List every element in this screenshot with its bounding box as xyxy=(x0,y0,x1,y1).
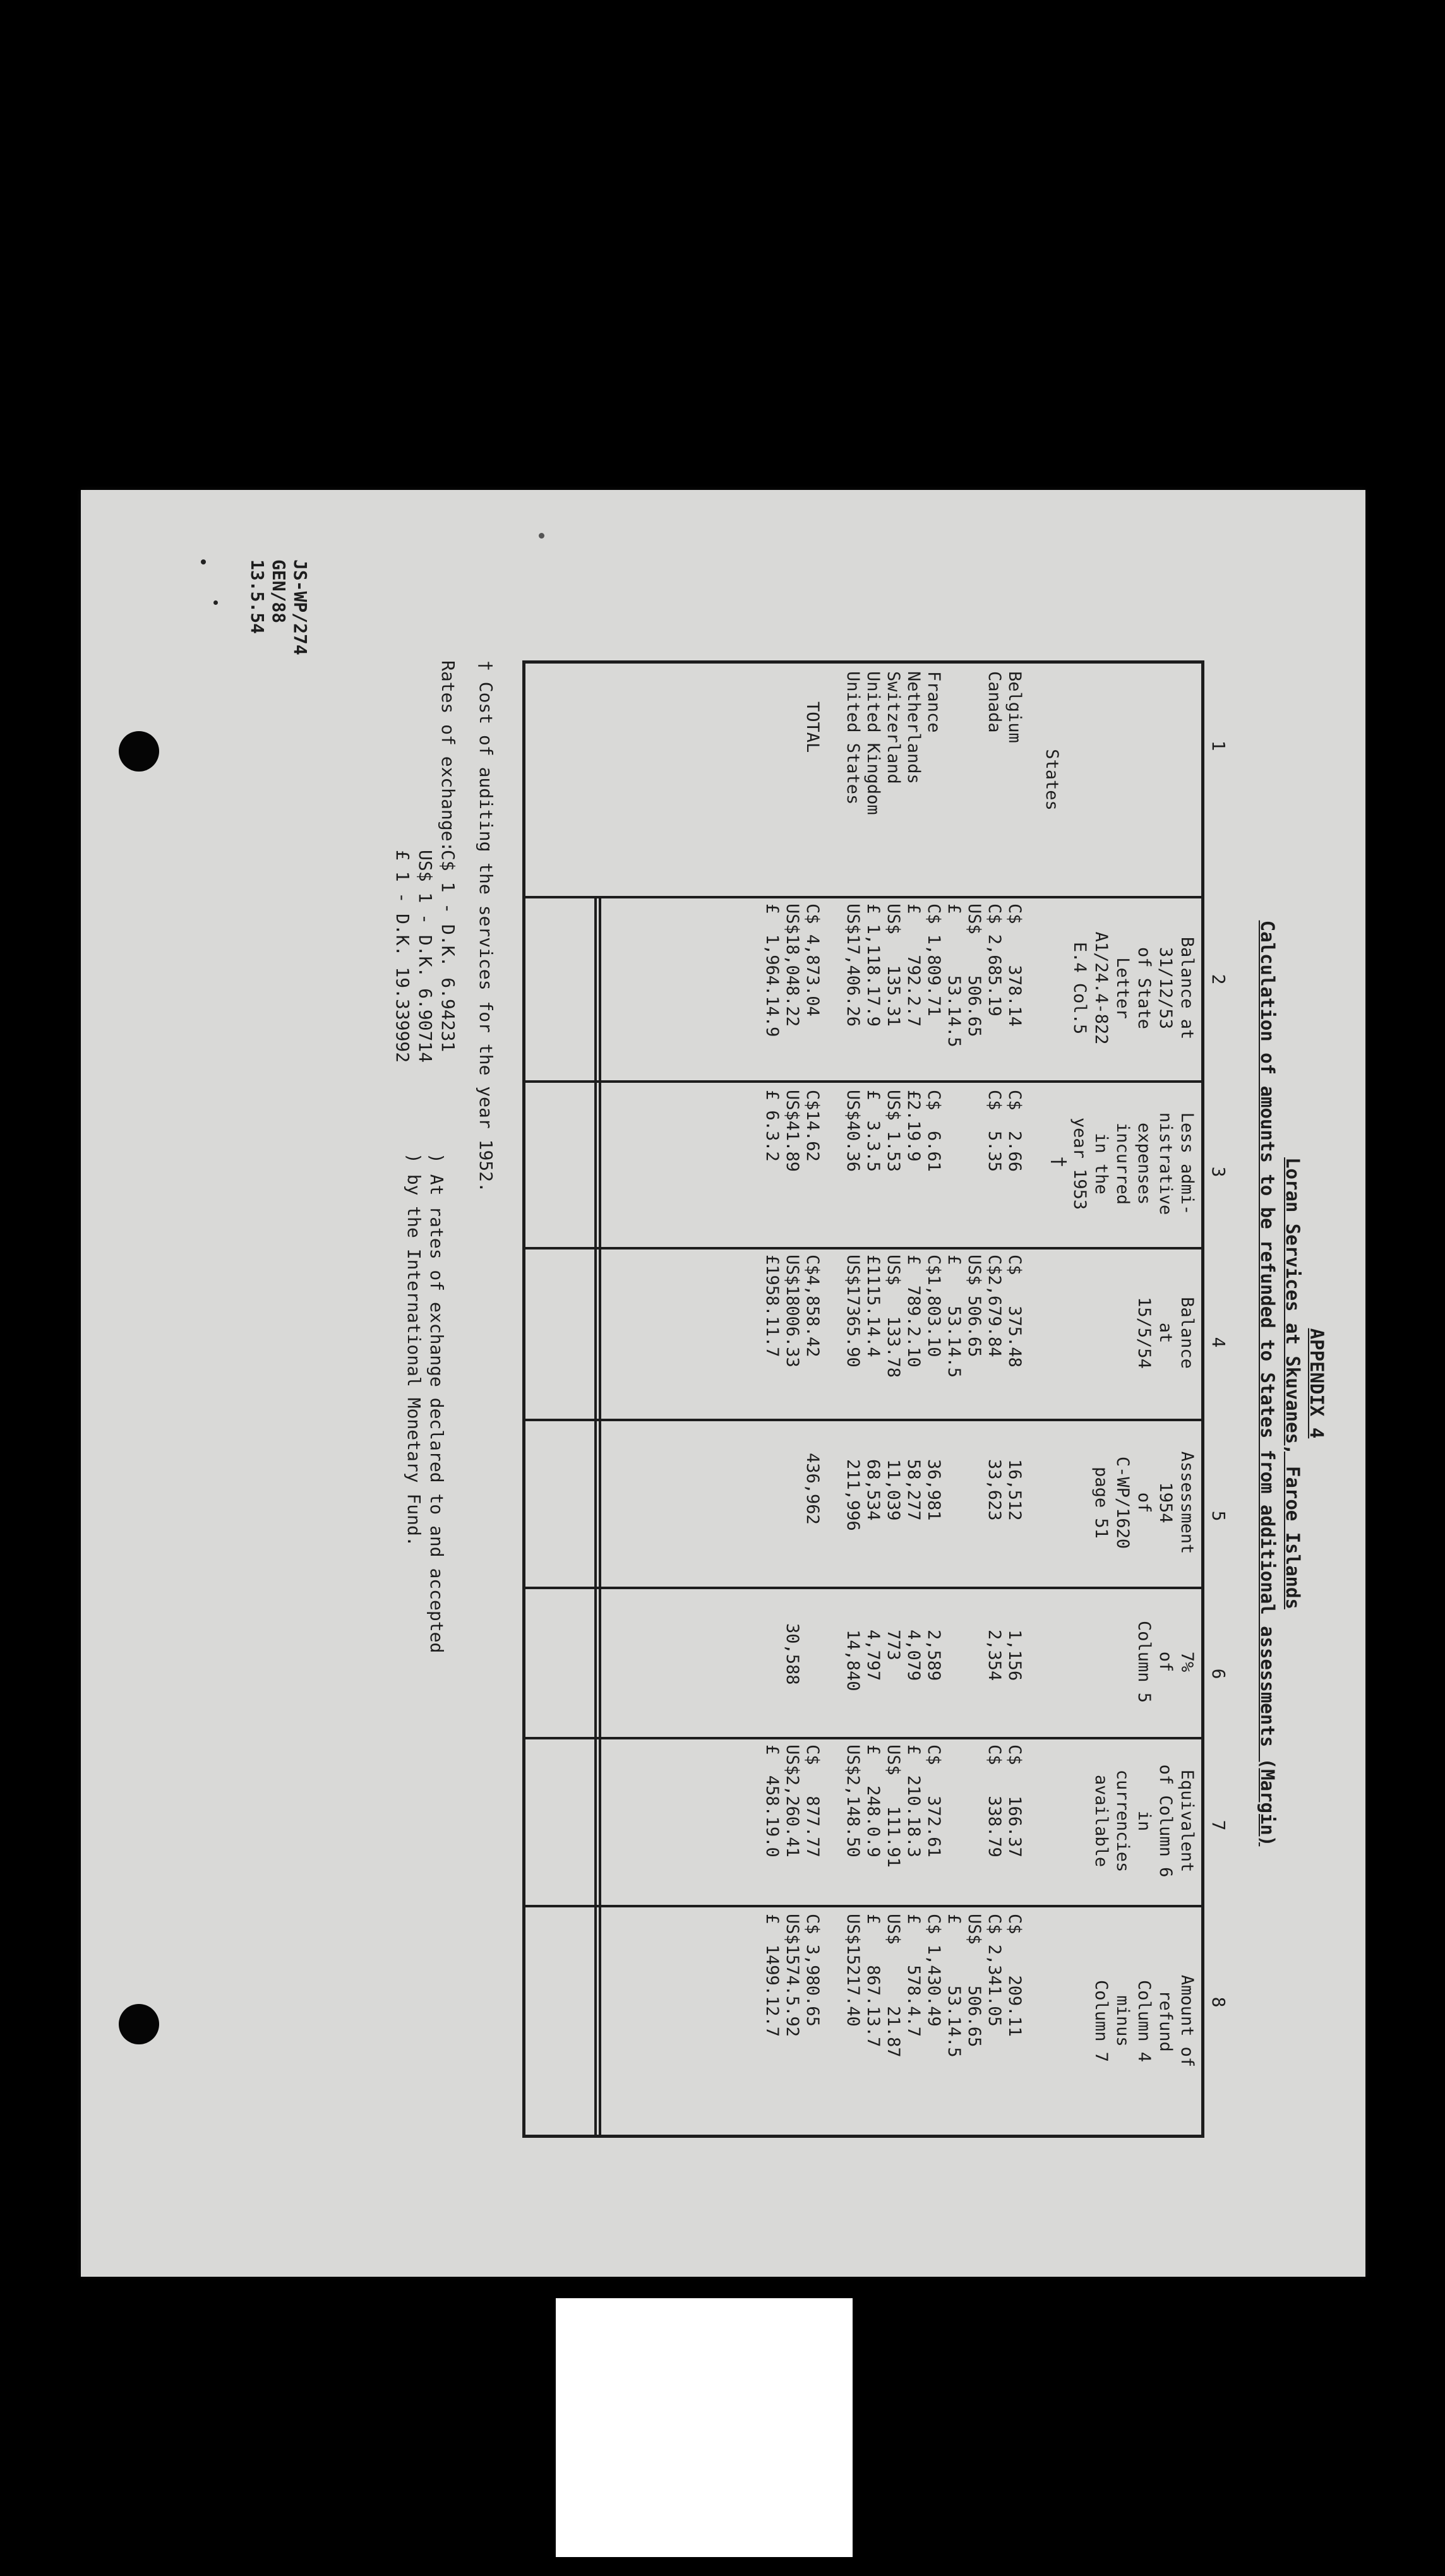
cell-equivalent: US$2,148.50 xyxy=(843,1744,863,1857)
column-header-equivalent: Equivalent of Column 6 in currencies available xyxy=(1091,1764,1197,1878)
column-header-states: States xyxy=(1042,749,1062,811)
column-header-balance-1953: Balance at 31/12/53 of State Letter A1/24.4-822 E.4 Col.5 xyxy=(1070,931,1197,1045)
cell-refund: C$ 209.11 xyxy=(1005,1914,1024,2037)
rates-note: ) At rates of exchange declared to and accepted xyxy=(426,1153,447,1654)
column-header-refund: Amount of refund Column 4 minus Column 7 xyxy=(1091,1974,1197,2068)
rate-line: C$ 1 - D.K. 6.94231 xyxy=(438,850,459,1052)
cell-balance-1954: US$ 506.65 xyxy=(964,1255,984,1357)
column-header-balance-1954: Balance at 15/5/54 xyxy=(1134,1297,1197,1369)
column-number: 6 xyxy=(1208,1668,1229,1679)
ref-line: GEN/88 xyxy=(268,559,289,624)
total-refund: C$ 3,980.65 xyxy=(803,1914,822,2027)
dagger-marker: † xyxy=(1048,1156,1070,1168)
column-header-seven-percent: 7% of Column 5 xyxy=(1134,1620,1197,1703)
footnote: † Cost of auditing the services for the year 1952. xyxy=(476,660,496,1193)
cell-balance-1954: C$1,803.10 xyxy=(924,1255,944,1357)
cell-admin: £2.19.9 xyxy=(904,1090,923,1162)
cell-balance-1953: US$17,406.26 xyxy=(843,903,863,1027)
cell-equivalent: C$ 338.79 xyxy=(985,1744,1004,1857)
total-admin: US$41.89 xyxy=(782,1090,802,1172)
cell-balance-1953: £ 792.2.7 xyxy=(904,903,923,1027)
cell-balance-1954: US$ 133.78 xyxy=(884,1255,903,1378)
cell-equivalent: £ 248.0.9 xyxy=(863,1744,883,1857)
cell-seven-percent: 1,156 xyxy=(1005,1630,1024,1681)
cell-admin: C$ 6.61 xyxy=(924,1090,944,1172)
cell-assessment: 211,996 xyxy=(843,1459,863,1531)
ref-line: 13.5.54 xyxy=(247,559,268,635)
ref-line: JS-WP/274 xyxy=(290,559,311,655)
cell-balance-1954: £ 789.2.10 xyxy=(904,1255,923,1368)
cell-balance-1953: C$ 1,809.71 xyxy=(924,903,944,1017)
total-balance-1954: US$18006.33 xyxy=(782,1255,802,1368)
cell-equivalent: C$ 372.61 xyxy=(924,1744,944,1857)
total-balance-1953: C$ 4,873.04 xyxy=(803,903,822,1017)
cell-equivalent: US$ 111.91 xyxy=(884,1744,903,1868)
cell-balance-1954: US$17365.90 xyxy=(843,1255,863,1368)
column-divider xyxy=(525,1587,1201,1589)
cell-balance-1953: £ 53.14.5 xyxy=(944,903,964,1047)
cell-refund: US$ 21.87 xyxy=(884,1914,903,2058)
appendix-title: APPENDIX 4 xyxy=(1306,1328,1328,1439)
cell-balance-1953: US$ 506.65 xyxy=(964,903,984,1037)
cell-admin: £ 3.3.5 xyxy=(863,1090,883,1172)
state-name: France xyxy=(924,671,944,733)
cell-equivalent: C$ 166.37 xyxy=(1005,1744,1024,1857)
cell-seven-percent: 2,354 xyxy=(985,1630,1004,1681)
cell-assessment: 16,512 xyxy=(1005,1459,1024,1521)
cell-refund: C$ 1,430.49 xyxy=(924,1914,944,2027)
column-number: 1 xyxy=(1208,740,1229,751)
cell-balance-1954: £1115.14.4 xyxy=(863,1255,883,1357)
column-number: 5 xyxy=(1208,1510,1229,1522)
cell-admin: C$ 5.35 xyxy=(985,1090,1004,1172)
total-label: TOTAL xyxy=(803,701,822,753)
column-header-admin-expenses: Less admi- nistrative expenses incurred in the year 1953 xyxy=(1070,1112,1197,1215)
cell-balance-1953: C$ 378.14 xyxy=(1005,903,1024,1027)
total-equivalent: C$ 877.77 xyxy=(803,1744,822,1857)
state-name: Netherlands xyxy=(904,671,923,784)
cell-assessment: 33,623 xyxy=(985,1459,1004,1521)
document-subtitle: Calculation of amounts to be refunded to States from additional assessments (Margin) xyxy=(1257,920,1278,1847)
cell-balance-1953: US$ 135.31 xyxy=(884,903,903,1027)
total-balance-1954: C$4,858.42 xyxy=(803,1255,822,1357)
cell-admin: US$ 1.53 xyxy=(884,1090,903,1172)
cell-admin: C$ 2.66 xyxy=(1005,1090,1024,1172)
cell-seven-percent: 4,797 xyxy=(863,1630,883,1681)
total-balance-1954: £1958.11.7 xyxy=(762,1255,782,1357)
total-assessment: 436,962 xyxy=(803,1453,822,1525)
column-number: 8 xyxy=(1208,1996,1229,2008)
cell-refund: £ 578.4.7 xyxy=(904,1914,923,2037)
total-balance-1953: US$18,048.22 xyxy=(782,903,802,1027)
cell-seven-percent: 14,840 xyxy=(843,1630,863,1691)
cell-balance-1954: C$2,679.84 xyxy=(985,1255,1004,1357)
column-divider xyxy=(525,1247,1201,1249)
cell-refund: £ 867.13.7 xyxy=(863,1914,883,2048)
rate-line: US$ 1 - D.K. 6.90714 xyxy=(415,850,436,1063)
rates-note: ) by the International Monetary Fund. xyxy=(404,1153,424,1547)
total-admin: £ 6.3.2 xyxy=(762,1090,782,1162)
refund-table xyxy=(522,660,1229,2138)
cell-refund: C$ 2,341.05 xyxy=(985,1914,1004,2027)
state-name: Canada xyxy=(985,671,1004,733)
cell-balance-1954: C$ 375.48 xyxy=(1005,1255,1024,1368)
cell-assessment: 11,039 xyxy=(884,1459,903,1521)
column-number: 3 xyxy=(1208,1166,1229,1178)
state-name: United States xyxy=(843,671,863,805)
total-rule xyxy=(594,896,597,2135)
cell-refund: US$15217.40 xyxy=(843,1914,863,2027)
cell-refund: £ 53.14.5 xyxy=(944,1914,964,2058)
document-reference xyxy=(246,559,311,724)
blank-slip xyxy=(556,2298,853,2557)
column-number: 7 xyxy=(1208,1820,1229,1831)
cell-assessment: 36,981 xyxy=(924,1459,944,1521)
total-refund: US$1574.5.92 xyxy=(782,1914,802,2037)
rates-label: Rates of exchange: xyxy=(438,660,459,852)
cell-seven-percent: 2,589 xyxy=(924,1630,944,1681)
total-refund: £ 1499.12.7 xyxy=(762,1914,782,2037)
total-seven-percent: 30,588 xyxy=(782,1623,802,1685)
cell-assessment: 68,534 xyxy=(863,1459,883,1521)
column-header-assessment: Assessment 1954 of C-WP/1620 page 51 xyxy=(1091,1451,1197,1554)
rate-line: £ 1 - D.K. 19.339992 xyxy=(392,850,413,1063)
total-rule xyxy=(599,896,601,2135)
total-equivalent: US$2,260.41 xyxy=(782,1744,802,1857)
cell-balance-1954: £ 53.14.5 xyxy=(944,1255,964,1378)
state-name: Switzerland xyxy=(884,671,903,784)
total-equivalent: £ 458.19.0 xyxy=(762,1744,782,1857)
cell-admin: US$40.36 xyxy=(843,1090,863,1172)
cell-balance-1953: C$ 2,685.19 xyxy=(985,903,1004,1017)
cell-refund: US$ 506.65 xyxy=(964,1914,984,2048)
cell-balance-1953: £ 1,118.17.9 xyxy=(863,903,883,1027)
column-number: 2 xyxy=(1208,974,1229,985)
total-balance-1953: £ 1,964.14.9 xyxy=(762,903,782,1037)
cell-seven-percent: 773 xyxy=(884,1630,903,1661)
document-title: Loran Services at Skuvanes, Faroe Islands xyxy=(1282,1157,1304,1609)
cell-equivalent: £ 210.18.3 xyxy=(904,1744,923,1857)
cell-seven-percent: 4,079 xyxy=(904,1630,923,1681)
cell-assessment: 58,277 xyxy=(904,1459,923,1521)
document-page xyxy=(81,490,1365,2277)
column-number: 4 xyxy=(1208,1337,1229,1348)
total-admin: C$14.62 xyxy=(803,1090,822,1162)
state-name: Belgium xyxy=(1005,671,1024,743)
rotated-document xyxy=(81,490,1365,2277)
state-name: United Kingdom xyxy=(863,671,883,815)
